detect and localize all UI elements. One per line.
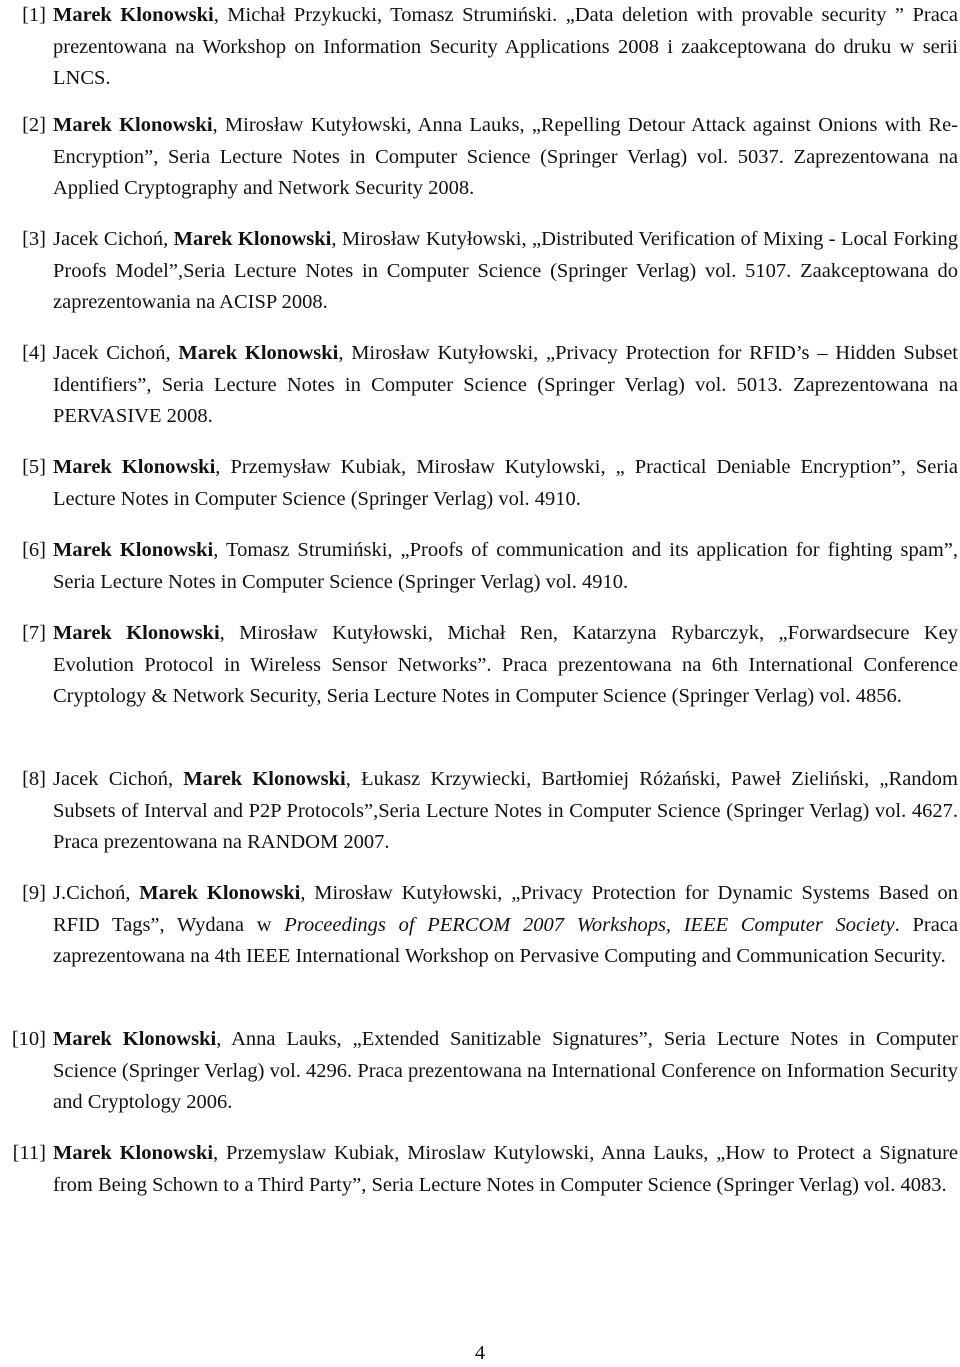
reference-author-bold: Marek Klonowski — [53, 1142, 214, 1164]
reference-text-segment: , Mirosław Kutyłowski, „Distributed Verification of Mixing - Local Forking Proofs Model”,Seria Lecture Notes in Computer Science (Springer Verlag) vol. 5107. Zaakceptowana do zaprezentowania na ACISP 2008. — [53, 228, 958, 313]
reference-number: [4] — [22, 342, 46, 364]
reference-number: [2] — [22, 114, 46, 136]
reference-text — [53, 618, 958, 713]
reference-text — [53, 338, 958, 433]
reference-number: [11] — [12, 1142, 46, 1164]
reference-number: [3] — [22, 228, 46, 250]
reference-text — [53, 1024, 958, 1119]
reference-text-segment: . Praca zaprezentowana na 4th IEEE International Workshop on Pervasive Computing and Communication Security. — [53, 913, 958, 967]
reference-text-segment: , Michał Przykucki, Tomasz Strumiński. „Data deletion with provable security ” Praca prezentowana na Workshop on Information Security Applications 2008 i zaakceptowana do druku w serii LNCS. — [53, 4, 959, 89]
reference-author-bold: Marek Klonowski — [53, 622, 220, 644]
reference-author-bold: Marek Klonowski — [53, 1028, 217, 1050]
reference-text-segment: , Mirosław Kutyłowski, Michał Ren, Katarzyna Rybarczyk, „Forwardsecure Key Evolution Protocol in Wireless Sensor Networks”. Praca prezentowana na 6th International Conference Cryptology & Network Security, Seria Lecture Notes in Computer Science (Springer Verlag) vol. 4856. — [53, 622, 958, 707]
reference-text-segment: , Przemyslaw Kubiak, Miroslaw Kutylowski, Anna Lauks, „How to Protect a Signature from Being Schown to a Third Party”, Seria Lecture Notes in Computer Science (Springer Verlag) vol. 4083. — [53, 1142, 959, 1196]
reference-text-segment: , Mirosław Kutyłowski, Anna Lauks, „Repelling Detour Attack against Onions with Re-Encryption”, Seria Lecture Notes in Computer Science (Springer Verlag) vol. 5037. Zaprezentowana na Applied Cryptography and Network Security 2008. — [53, 114, 958, 199]
reference-author-bold: Marek Klonowski — [53, 456, 216, 478]
reference-text-segment: Jacek Cichoń, — [53, 768, 184, 790]
reference-text-segment: Jacek Cichoń, — [53, 228, 174, 250]
reference-number: [6] — [22, 539, 46, 561]
reference-text-segment: , Mirosław Kutyłowski, „Privacy Protection for Dynamic Systems Based on RFID Tags”, Wydana w — [53, 882, 958, 936]
reference-text-segment: , Anna Lauks, „Extended Sanitizable Signatures”, Seria Lecture Notes in Computer Science (Springer Verlag) vol. 4296. Praca prezentowana na International Conference on Information Security and Cryptology 2006. — [53, 1028, 958, 1113]
reference-author-bold: Marek Klonowski — [173, 228, 332, 250]
reference-author-bold: Marek Klonowski — [178, 342, 339, 364]
reference-text-segment: , Mirosław Kutyłowski, „Privacy Protection for RFID’s – Hidden Subset Identifiers”, Seria Lecture Notes in Computer Science (Springer Verlag) vol. 5013. Zaprezentowana na PERVASIVE 2008. — [53, 342, 958, 427]
reference-text — [53, 535, 958, 598]
reference-author-bold: Marek Klonowski — [53, 539, 214, 561]
reference-text — [53, 878, 958, 973]
reference-text-segment: , Przemysław Kubiak, Mirosław Kutylowski, „ Practical Deniable Encryption”, Seria Lecture Notes in Computer Science (Springer Verlag) vol. 4910. — [53, 456, 958, 510]
reference-author-bold: Marek Klonowski — [53, 4, 214, 26]
reference-text — [53, 0, 958, 95]
reference-text-segment: , Tomasz Strumiński, „Proofs of communication and its application for fighting spam”, Seria Lecture Notes in Computer Science (Springer Verlag) vol. 4910. — [53, 539, 958, 593]
reference-text-segment: J.Cichoń, — [53, 882, 140, 904]
reference-text-segment: , Łukasz Krzywiecki, Bartłomiej Różański, Paweł Zieliński, „Random Subsets of Interval and P2P Protocols”,Seria Lecture Notes in Computer Science (Springer Verlag) vol. 4627. Praca prezentowana na RANDOM 2007. — [53, 768, 958, 853]
reference-text — [53, 110, 958, 205]
reference-number: [8] — [22, 768, 46, 790]
reference-number: [9] — [22, 882, 46, 904]
reference-number: [10] — [11, 1028, 46, 1050]
reference-author-bold: Marek Klonowski — [139, 882, 301, 904]
reference-text — [53, 224, 958, 319]
reference-text — [53, 764, 958, 859]
reference-number: [5] — [22, 456, 46, 478]
reference-text — [53, 1138, 958, 1201]
reference-text — [53, 452, 958, 515]
reference-author-bold: Marek Klonowski — [183, 768, 346, 790]
reference-author-bold: Marek Klonowski — [53, 114, 213, 136]
reference-text-segment: Jacek Cichoń, — [53, 342, 179, 364]
reference-proceedings-italic: Proceedings of PERCOM 2007 Workshops, IEEE Computer Society — [284, 913, 895, 936]
reference-number: [1] — [22, 4, 46, 26]
page-number: 4 — [474, 1342, 486, 1364]
reference-number: [7] — [22, 622, 46, 644]
